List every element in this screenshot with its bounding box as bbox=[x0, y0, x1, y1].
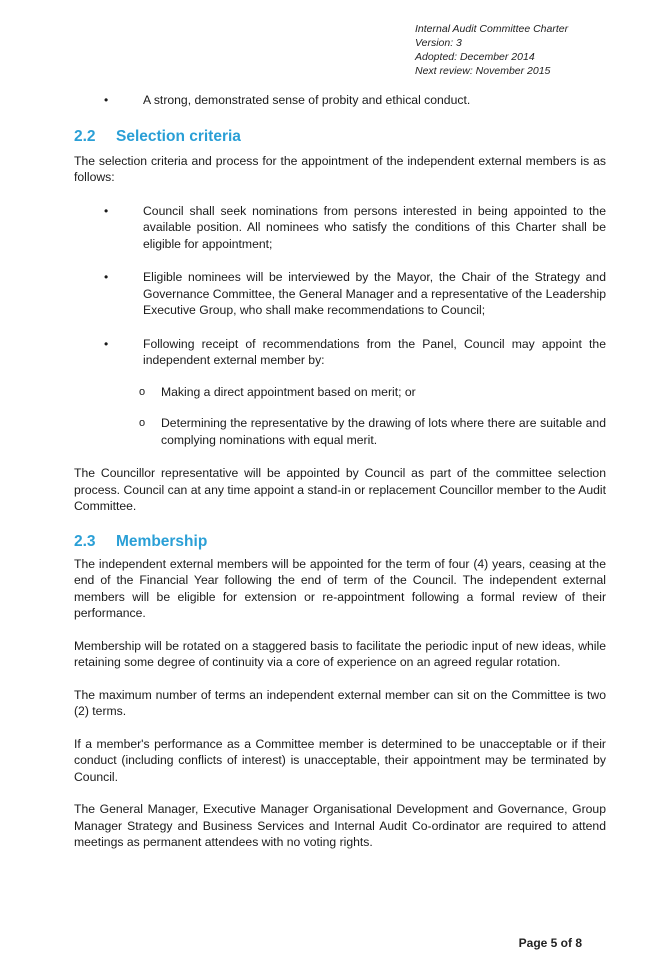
section-heading bbox=[74, 532, 606, 552]
page-content bbox=[74, 92, 606, 851]
section-number: 2.3 bbox=[74, 532, 96, 550]
header-adopted: Adopted: December 2014 bbox=[415, 51, 535, 63]
list-item bbox=[74, 336, 606, 369]
list-item-text: Council shall seek nominations from persons interested in being appointed to the available position. All nominees who satisfy the conditions of this Charter shall be eligible for appointment; bbox=[143, 203, 606, 251]
paragraph: If a member's performance as a Committee member is determined to be unacceptable or if their conduct (including conflicts of interest) is unacceptable, their appointment may be terminated by Council. bbox=[74, 736, 606, 784]
page-number: Page 5 of 8 bbox=[518, 936, 582, 950]
list-item-text: Making a direct appointment based on merit; or bbox=[161, 384, 416, 399]
list-item bbox=[74, 92, 606, 109]
document-header bbox=[415, 22, 655, 78]
paragraph: The General Manager, Executive Manager Organisational Development and Governance, Group Manager Strategy and Business Services and Internal Audit Co-ordinator are required to attend meetings as permanent attendees with no voting rights. bbox=[74, 802, 606, 849]
list-item-text: Eligible nominees will be interviewed by the Mayor, the Chair of the Strategy and Governance Committee, the General Manager and a representative of the Leadership Executive Group, who shall make recommendations to Council; bbox=[143, 270, 606, 317]
section-heading bbox=[74, 127, 606, 147]
section-title: Selection criteria bbox=[116, 127, 241, 145]
list-item-text: A strong, demonstrated sense of probity and ethical conduct. bbox=[143, 93, 471, 107]
paragraph: The selection criteria and process for the appointment of the independent external members is as follows: bbox=[74, 153, 606, 184]
bullet-icon: • bbox=[104, 203, 109, 218]
circle-bullet-icon: o bbox=[139, 385, 146, 398]
paragraph: The independent external members will be appointed for the term of four (4) years, ceasing at the end of the Financial Year following the end of term of the Council. The independent external members will be eligible for extension or re-appointment following a formal review of their performance. bbox=[74, 556, 606, 620]
sub-list-item bbox=[74, 415, 606, 448]
circle-bullet-icon: o bbox=[139, 417, 146, 429]
list-item bbox=[74, 203, 606, 253]
bullet-icon: • bbox=[104, 336, 109, 351]
header-next-review: Next review: November 2015 bbox=[415, 65, 551, 77]
sub-list-item bbox=[74, 384, 606, 401]
list-item bbox=[74, 269, 606, 319]
list-item-text: Following receipt of recommendations from the Panel, Council may appoint the independent external member by: bbox=[143, 336, 606, 367]
paragraph: The maximum number of terms an independent external member can sit on the Committee is two (2) terms. bbox=[74, 687, 606, 718]
bullet-icon: • bbox=[104, 270, 109, 284]
paragraph: The Councillor representative will be appointed by Council as part of the committee selection process. Council can at any time appoint a stand-in or replacement Councillor member to the Audit Committee. bbox=[74, 466, 606, 513]
header-title: Internal Audit Committee Charter bbox=[415, 23, 569, 35]
section-title: Membership bbox=[116, 532, 208, 550]
list-item-text: Determining the representative by the drawing of lots where there are suitable and complying nominations with equal merit. bbox=[161, 416, 606, 447]
bullet-icon: • bbox=[104, 93, 109, 107]
header-version: Version: 3 bbox=[415, 37, 462, 49]
section-number: 2.2 bbox=[74, 127, 96, 145]
paragraph: Membership will be rotated on a staggered basis to facilitate the periodic input of new ideas, while retaining some degree of continuity via a core of experience on an agreed regular rotation. bbox=[74, 638, 606, 669]
